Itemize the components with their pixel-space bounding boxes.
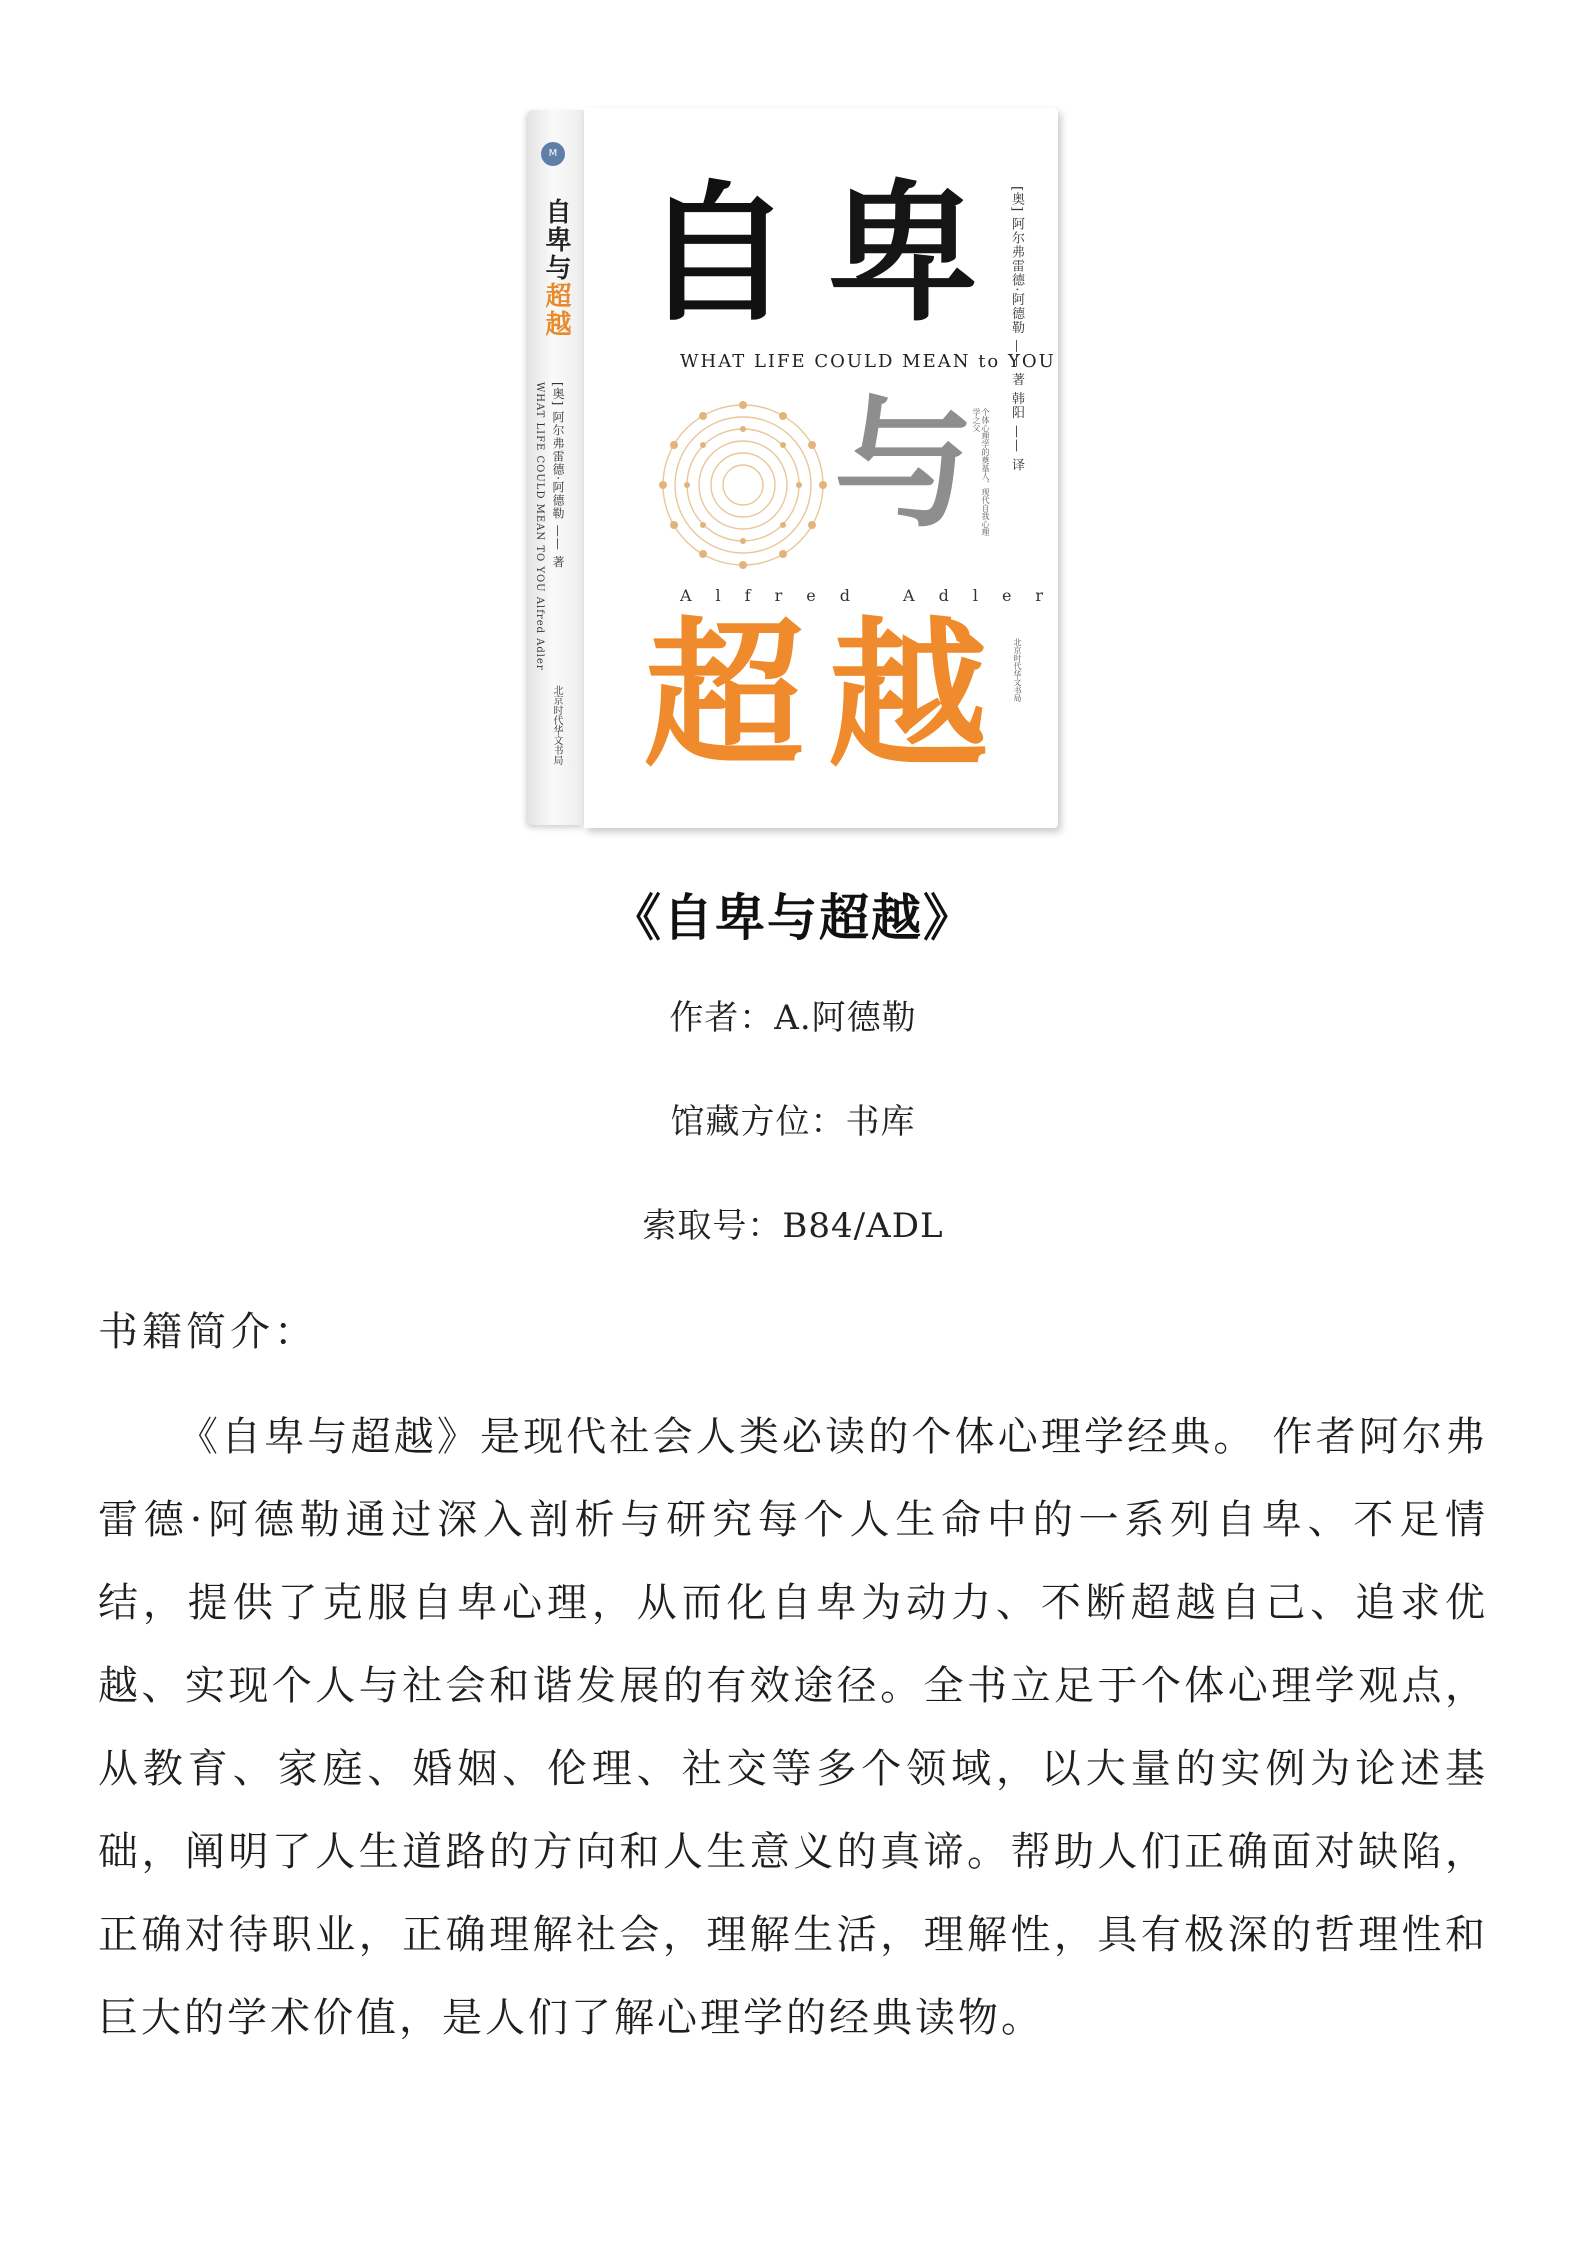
cover-char-chao: 超	[644, 602, 805, 789]
cover-char-yu: 与	[834, 384, 975, 547]
book-location: 馆藏方位：书库	[670, 1102, 916, 1142]
book-title: 《自卑与超越》	[611, 888, 975, 947]
publisher-logo-icon: M	[541, 142, 565, 166]
cover-char-yue: 越	[828, 602, 989, 789]
spine-title-part-2: 超越	[541, 282, 571, 338]
cover-char-bei: 卑	[828, 168, 979, 342]
book-author: 作者：A.阿德勒	[669, 998, 917, 1038]
intro-heading: 书籍简介：	[98, 1309, 318, 1355]
spine-author: [奥] 阿尔弗雷德·阿德勒 —— 著	[551, 382, 565, 569]
cover-english-author: Alfred Adler	[680, 586, 1068, 605]
spine-subtitle: WHAT LIFE COULD MEAN TO YOU Alfred Adler	[534, 382, 545, 671]
cover-publisher: 北京时代华文书局	[1013, 638, 1022, 702]
spine-title-part-1: 自卑与	[541, 198, 571, 282]
book-front-cover	[584, 108, 1068, 828]
book-spine	[528, 110, 584, 825]
mandala-ornament-icon	[658, 400, 828, 570]
spine-publisher: 北京时代华文书局	[551, 685, 562, 765]
book-cover-image	[528, 98, 1068, 838]
cover-english-title: WHAT LIFE COULD MEAN to YOU	[680, 351, 1056, 372]
spine-title	[542, 198, 570, 338]
book-call-number: 索取号：B84/ADL	[642, 1206, 944, 1246]
intro-paragraph: 《自卑与超越》是现代社会人类必读的个体心理学经典。 作者阿尔弗雷德·阿德勒通过深入剖析与研究每个人生命中的一系列自卑、不足情结，提供了克服自卑心理，从而化自卑为动力、不断超越自己、追求优越、实现个人与社会和谐发展的有效途径。全书立足于个体心理学观点，从教育、家庭、婚姻、伦理、社交等多个领域，以大量的实例为论述基础，阐明了人生道路的方向和人生意义的真谛。帮助人们正确面对缺陷，正确对待职业，正确理解社会，理解生活，理解性，具有极深的哲理性和巨大的学术价值，是人们了解心理学的经典读物。	[98, 1414, 1488, 2041]
cover-char-zi: 自	[642, 168, 793, 342]
cover-author-credit: [奥] 阿尔弗雷德·阿德勒 —— 著 韩阳 —— 译	[1009, 186, 1024, 473]
cover-blurb: 个体心理学的奠基人，现代自我心理学之父	[972, 408, 990, 536]
